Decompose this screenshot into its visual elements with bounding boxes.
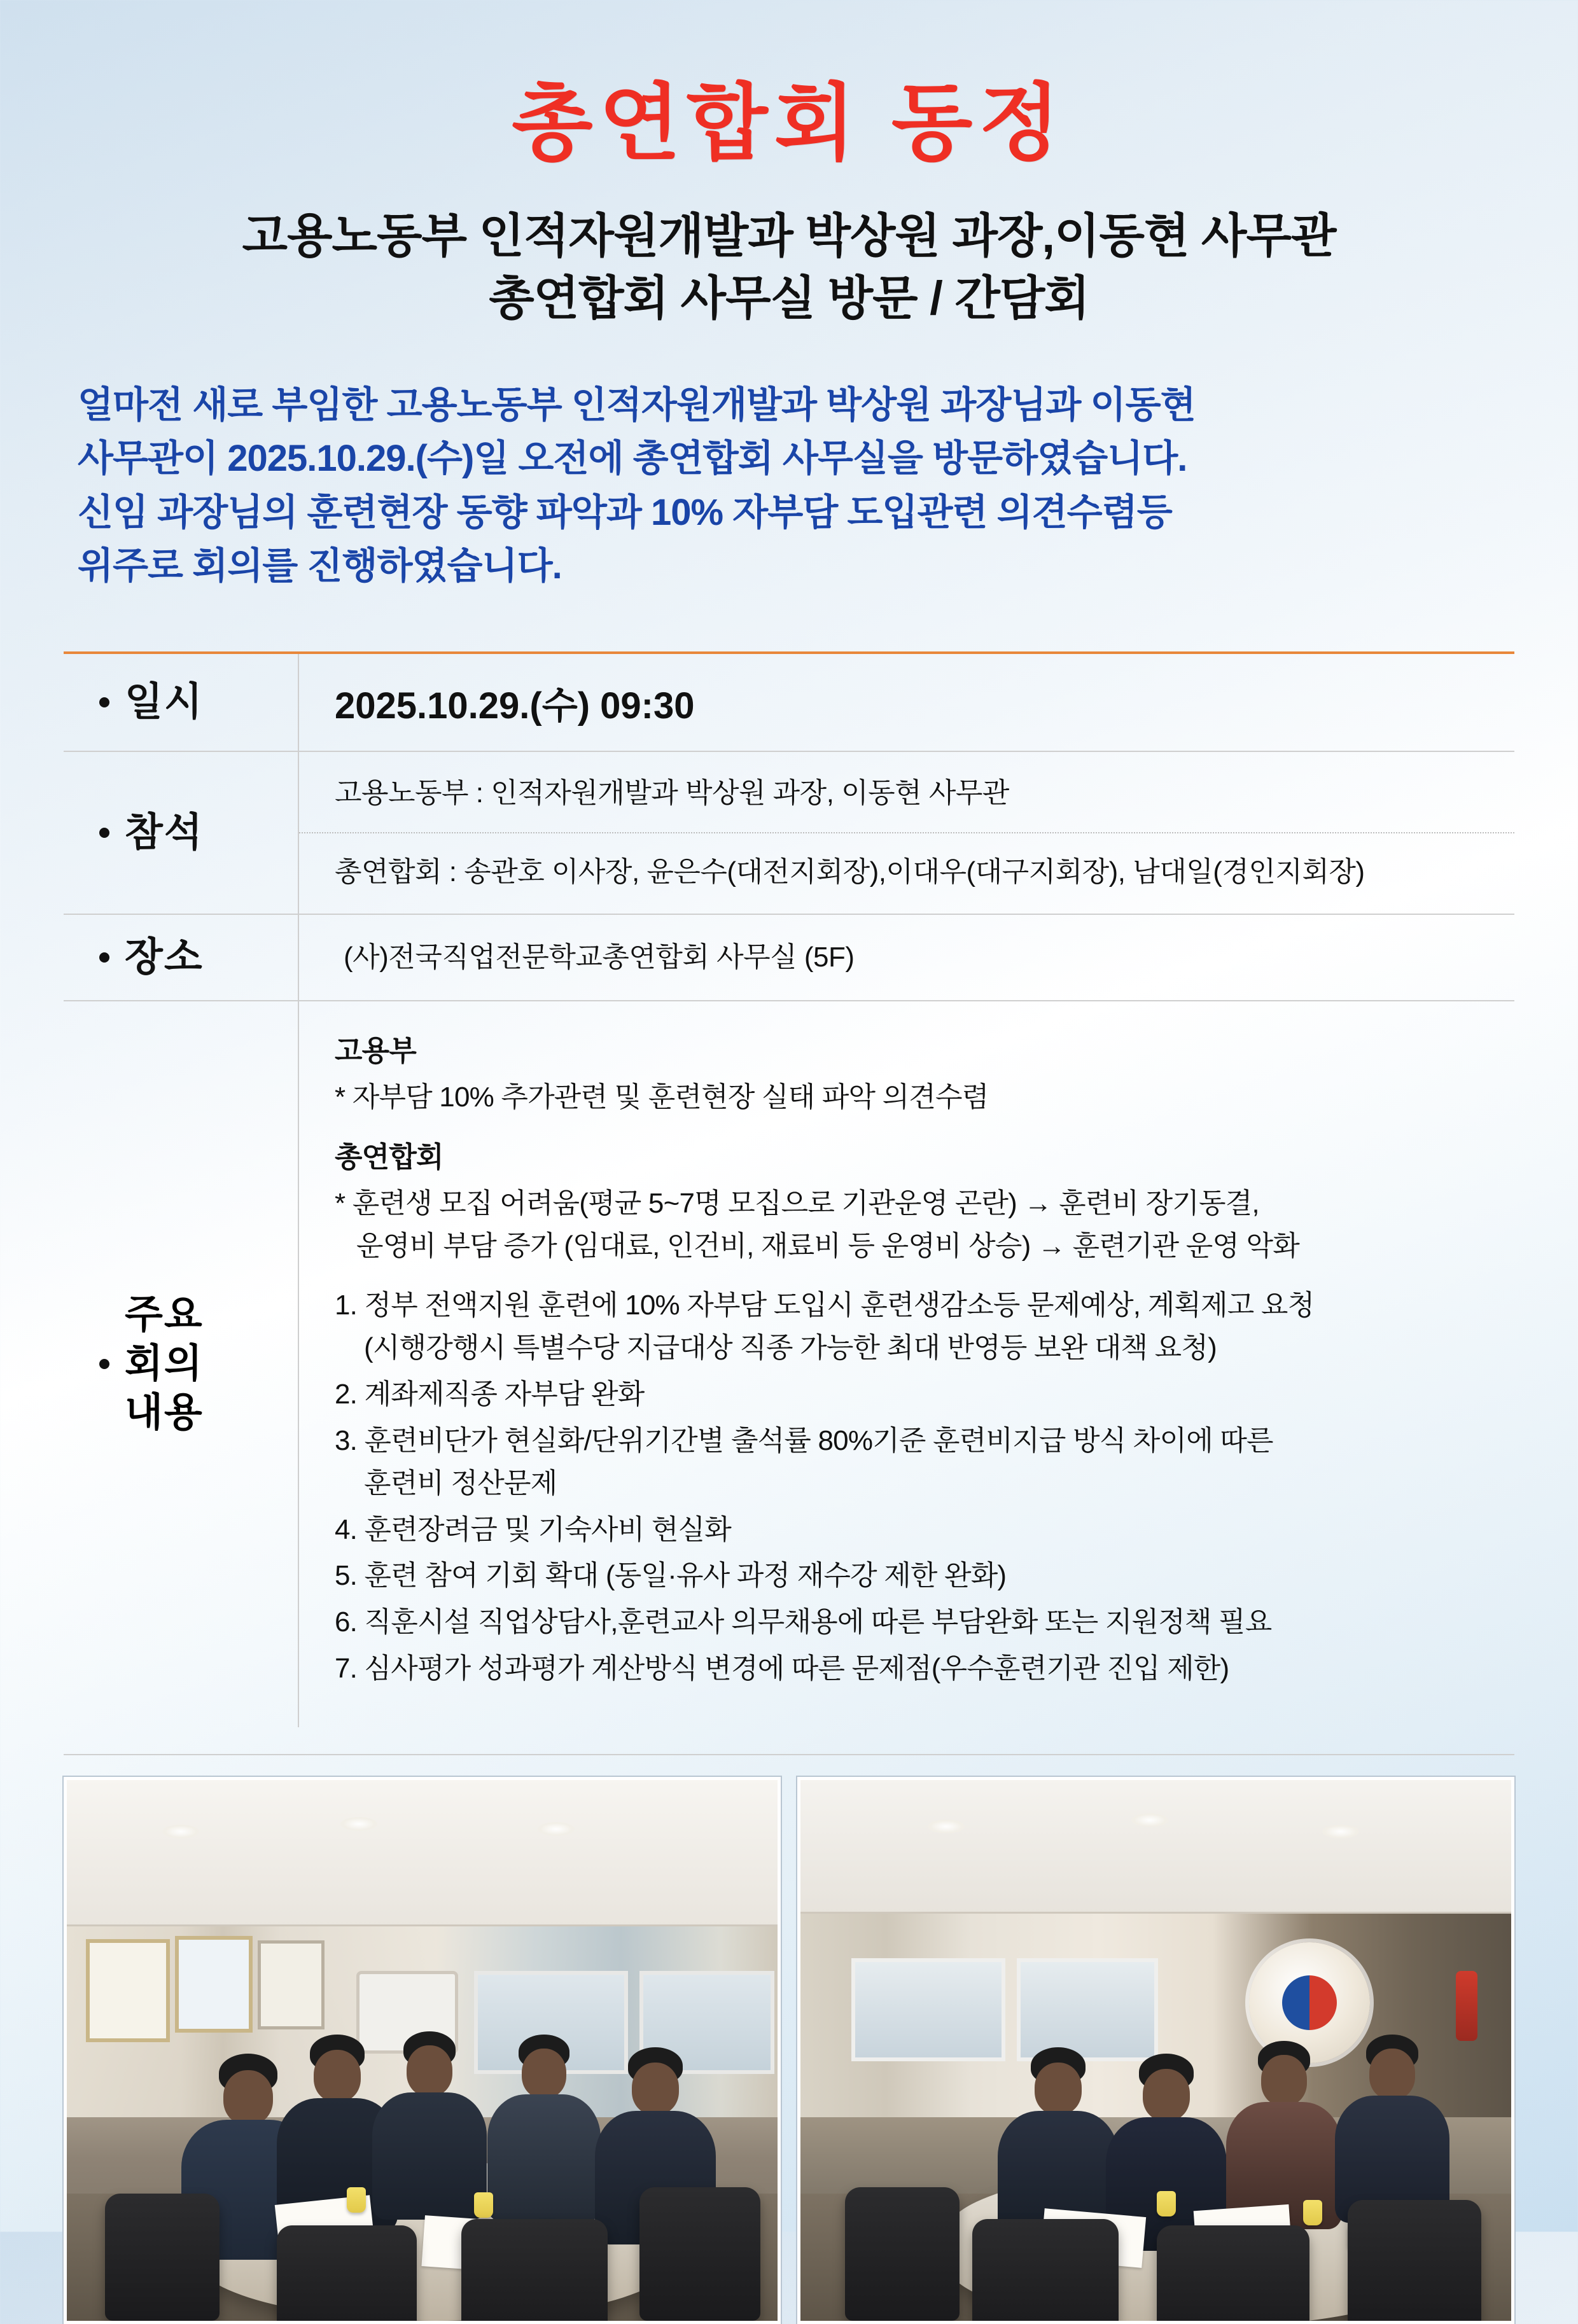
table-row-attendees — [64, 752, 1514, 915]
ceiling-light-icon — [1131, 1813, 1168, 1827]
label-place-text: 장소 — [125, 935, 204, 979]
list-item-no: 3. — [335, 1424, 358, 1456]
attendee-line — [299, 752, 1514, 833]
list-item-no: 6. — [335, 1606, 358, 1638]
content-section1-item: * 자부담 10% 추가관련 및 훈련현장 실태 파악 의견수렴 — [335, 1082, 989, 1113]
intro-line-1: 얼마전 새로 부임한 고용노동부 인적자원개발과 박상원 과장님과 이동현 — [78, 384, 1196, 426]
value-place — [299, 915, 1514, 1000]
office-chair — [461, 2219, 608, 2324]
paper-cup — [1303, 2200, 1322, 2225]
list-item — [335, 1284, 1495, 1370]
intro-line-2: 사무관이 2025.10.29.(수)일 오전에 총연합회 사무실을 방문하였습니다. — [78, 438, 1187, 480]
office-chair — [639, 2187, 760, 2321]
label-attendees — [64, 752, 299, 914]
ceiling-light-icon — [162, 1825, 199, 1839]
table-row-place — [64, 915, 1514, 1001]
office-chair — [845, 2187, 960, 2321]
intro-line-4: 위주로 회의를 진행하였습니다. — [78, 545, 562, 587]
office-chair — [1348, 2200, 1481, 2324]
ceiling-light-icon — [538, 1822, 575, 1836]
content-numbered-list — [335, 1284, 1495, 1690]
bullet-icon — [99, 828, 109, 838]
list-item — [335, 1648, 1495, 1690]
list-item — [335, 1509, 1495, 1552]
list-item-no: 5. — [335, 1560, 358, 1592]
paper-cup — [347, 2187, 366, 2213]
label-content-line-3: 내용 — [125, 1390, 204, 1435]
person-head — [522, 2049, 566, 2098]
label-datetime-text: 일시 — [125, 679, 204, 724]
person-head — [1035, 2063, 1082, 2115]
list-item — [335, 1420, 1495, 1505]
label-attendees-text: 참석 — [125, 810, 204, 854]
content-section2-item-line-2: 운영비 부담 증가 (임대료, 인건비, 재료비 등 운영비 상승) → 훈련기관 운영 악화 — [356, 1230, 1299, 1262]
attendee-person — [366, 2031, 493, 2216]
list-item-no: 4. — [335, 1513, 358, 1545]
person-body — [487, 2094, 601, 2222]
list-item — [335, 1601, 1495, 1644]
list-item-text: 심사평가 성과평가 계산방식 변경에 따른 문제점(우수훈련기관 진입 제한) — [364, 1653, 1229, 1685]
subtitle-line-1: 고용노동부 인적자원개발과 박상원 과장,이동현 사무관 — [242, 209, 1336, 262]
label-datetime — [64, 654, 299, 751]
window — [1017, 1958, 1158, 2061]
office-chair — [1157, 2225, 1309, 2324]
intro-line-3: 신임 과장님의 훈련현장 동향 파악과 10% 자부담 도입관련 의견수렴등 — [78, 491, 1172, 533]
intro-paragraph — [78, 379, 1514, 592]
table-row-datetime — [64, 654, 1514, 752]
list-item-text: 훈련비단가 현실화/단위기간별 출석률 80%기준 훈련비지급 방식 차이에 따른 — [364, 1424, 1273, 1456]
office-chair — [972, 2219, 1119, 2324]
list-item-text: 정부 전액지원 훈련에 10% 자부담 도입시 훈련생감소등 문제예상, 계획제고 요청 — [364, 1290, 1315, 1321]
fire-extinguisher — [1456, 1971, 1477, 2041]
person-head — [223, 2070, 273, 2125]
place-value: (사)전국직업전문학교총연합회 사무실 (5F) — [344, 941, 855, 973]
value-datetime — [299, 654, 1514, 751]
wall-certificate — [86, 1939, 170, 2042]
list-item-text: 직훈시설 직업상담사,훈련교사 의무채용에 따른 부담완화 또는 지원정책 필요 — [364, 1606, 1272, 1638]
bullet-icon — [99, 1359, 109, 1369]
label-content-line-1: 주요 — [125, 1293, 204, 1337]
subtitle-line-2: 총연합회 사무실 방문 / 간담회 — [489, 271, 1089, 324]
attendee-gov: 고용노동부 : 인적자원개발과 박상원 과장, 이동현 사무관 — [335, 777, 1009, 809]
label-place — [64, 915, 299, 1000]
bullet-icon — [99, 952, 109, 963]
info-table — [64, 651, 1514, 1727]
ceiling-light-icon — [340, 1817, 377, 1831]
paper-cup — [474, 2192, 493, 2218]
list-item-no: 1. — [335, 1290, 358, 1321]
list-item-cont: (시행강행시 특별수당 지급대상 직종 가능한 최대 반영등 보완 대책 요청) — [364, 1332, 1217, 1363]
content-section2-item-line-1: * 훈련생 모집 어려움(평균 5~7명 모집으로 기관운영 곤란) → 훈련비 장기동결, — [335, 1188, 1259, 1220]
value-content — [299, 1001, 1514, 1727]
meeting-photo-right — [797, 1777, 1514, 2324]
content-section1-head: 고용부 — [335, 1034, 417, 1067]
label-content-text — [125, 1291, 204, 1438]
paper-cup — [1157, 2191, 1176, 2216]
list-item-text: 훈련장려금 및 기숙사비 현실화 — [364, 1513, 731, 1545]
wall-certificate — [175, 1936, 253, 2033]
page-subtitle — [64, 205, 1514, 329]
person-head — [1369, 2049, 1415, 2099]
attendee-line — [299, 833, 1514, 914]
taeguk-icon — [1282, 1975, 1337, 2030]
person-body — [372, 2092, 487, 2220]
meeting-photo-left — [64, 1777, 781, 2324]
person-head — [407, 2045, 452, 2096]
office-chair — [277, 2225, 417, 2324]
ceiling-light-icon — [928, 1820, 965, 1833]
person-head — [1143, 2069, 1190, 2121]
list-item-text: 계좌제직종 자부담 완화 — [364, 1378, 645, 1410]
table-row-content — [64, 1001, 1514, 1727]
office-chair — [105, 2194, 220, 2321]
photo-gallery — [64, 1754, 1514, 2324]
list-item-no: 7. — [335, 1653, 358, 1685]
label-content — [64, 1001, 299, 1727]
list-item-no: 2. — [335, 1378, 358, 1410]
page-title: 총연합회 동정 — [512, 76, 1066, 170]
value-attendees — [299, 752, 1514, 914]
datetime-value: 2025.10.29.(수) 09:30 — [335, 685, 695, 727]
window — [851, 1958, 1005, 2061]
attendee-person — [1329, 2035, 1456, 2219]
attendee-assoc: 총연합회 : 송관호 이사장, 윤은수(대전지회장),이대우(대구지회장), 남대일(경인지회장) — [335, 856, 1365, 887]
list-item — [335, 1374, 1495, 1416]
person-head — [1261, 2055, 1307, 2106]
person-head — [314, 2050, 361, 2102]
list-item-cont: 훈련비 정산문제 — [364, 1467, 557, 1499]
bullet-icon — [99, 697, 109, 707]
label-content-line-2: 회의 — [125, 1341, 204, 1386]
list-item — [335, 1555, 1495, 1597]
wall-certificate — [258, 1940, 325, 2029]
ceiling-light-icon — [1322, 1825, 1359, 1839]
content-section2-head: 총연합회 — [335, 1140, 443, 1173]
list-item-text: 훈련 참여 기회 확대 (동일·유사 과정 재수강 제한 완화) — [364, 1560, 1007, 1592]
person-head — [632, 2063, 679, 2115]
